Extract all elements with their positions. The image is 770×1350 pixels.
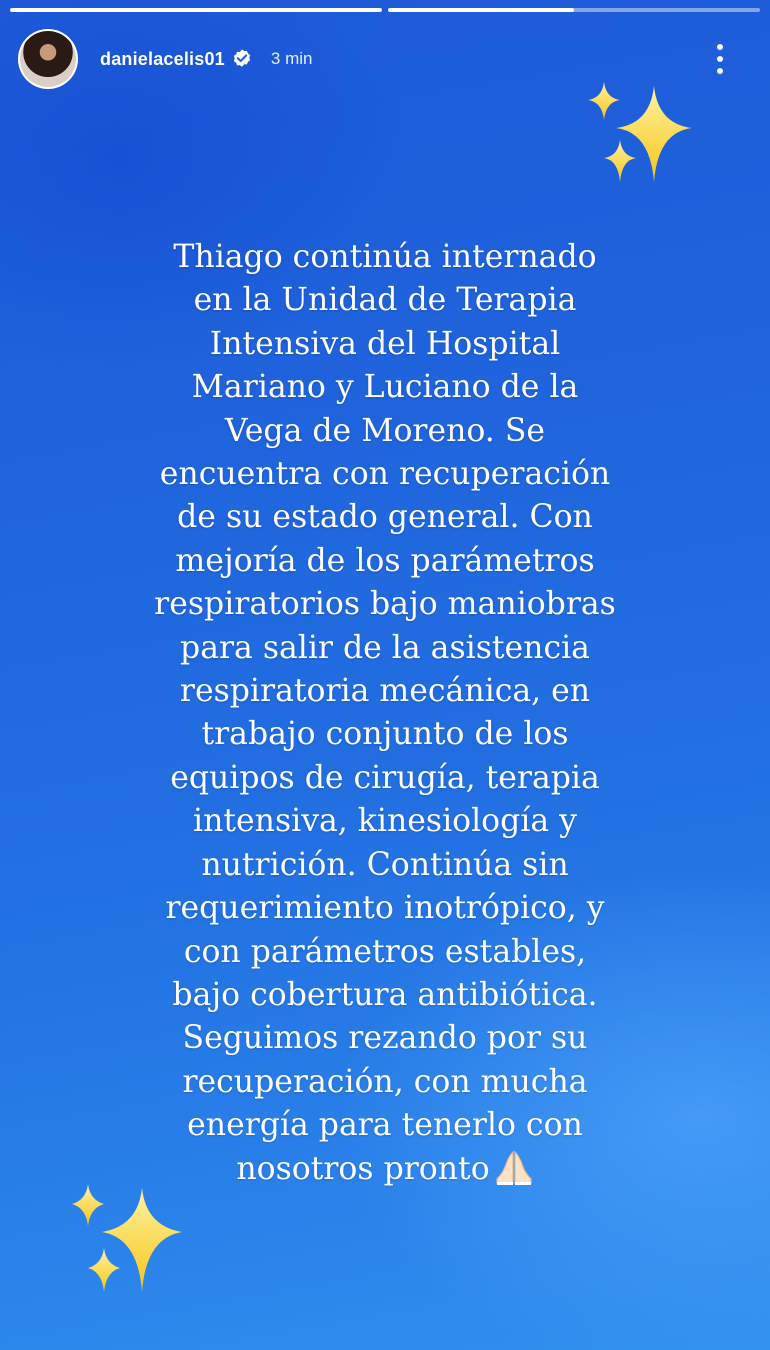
story-text-content: Thiago continúa internado en la Unidad de Terapia Intensiva del Hospital Mariano y Luciano de la Vega de Moreno. Se encuentra con recuperación de su estado general. Con mejoría de los parámetros respiratorios bajo maniobras para salir de la asistencia respiratoria mecánica, en trabajo conjunto de los equipos de cirugía, terapia intensiva, kinesiología y nutrición. Continúa sin requerimiento inotrópico, y con parámetros estables, bajo cobertura antibiótica. Seguimos rezando por su recuperación, con mucha energía para tenerlo con nosotros pronto <box>154 239 616 1187</box>
progress-segment <box>10 8 382 12</box>
post-time: 3 min <box>270 49 313 68</box>
story-text <box>110 236 660 1191</box>
praying-hands-icon <box>494 1149 534 1185</box>
sparkles-icon <box>584 78 704 198</box>
avatar-image <box>20 31 76 87</box>
progress-segment <box>388 8 760 12</box>
more-options-icon[interactable] <box>710 40 730 78</box>
avatar[interactable] <box>18 29 78 89</box>
story-progress <box>10 8 760 12</box>
username[interactable]: danielacelis01 <box>100 48 225 69</box>
verified-badge-icon <box>231 48 253 70</box>
sparkles-icon <box>64 1180 194 1300</box>
